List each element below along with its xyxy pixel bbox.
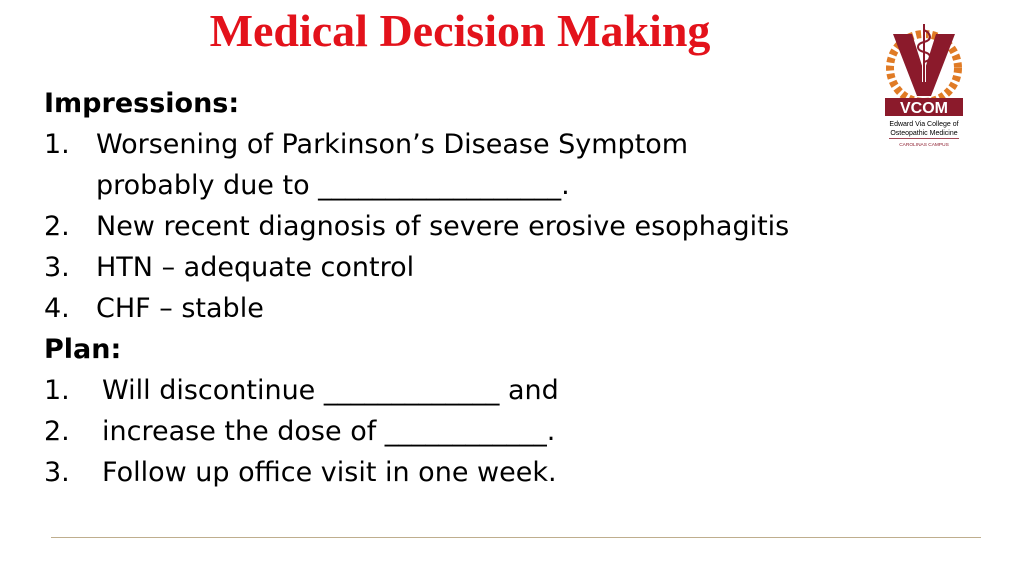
list-number: 3. — [44, 457, 70, 488]
list-text: increase the dose of ____________. — [102, 416, 556, 447]
footer-divider — [51, 537, 981, 538]
impressions-heading: Impressions: — [44, 88, 240, 119]
list-text: CHF – stable — [96, 293, 264, 324]
list-number: 2. — [44, 211, 70, 242]
list-number: 1. — [44, 375, 70, 406]
list-number: 1. — [44, 129, 70, 160]
plan-item-3 — [44, 452, 924, 493]
list-number: 3. — [44, 252, 70, 283]
impression-item-1-continuation: probably due to __________________. — [96, 170, 570, 201]
list-text: Will discontinue _____________ and — [102, 375, 559, 406]
slide-title: Medical Decision Making — [209, 5, 711, 56]
vcom-logo — [879, 20, 969, 152]
list-number: 2. — [44, 416, 70, 447]
list-text: HTN – adequate control — [96, 252, 415, 283]
list-text: Worsening of Parkinson’s Disease Symptom — [96, 129, 689, 160]
impression-item-1 — [44, 124, 924, 165]
list-text: New recent diagnosis of severe erosive esophagitis — [96, 211, 790, 242]
list-number: 4. — [44, 293, 70, 324]
logo-line-1: Edward Via College of — [889, 121, 959, 128]
list-text: Follow up office visit in one week. — [102, 457, 557, 488]
logo-line-2: Osteopathic Medicine — [890, 130, 958, 137]
impression-item-2 — [44, 206, 924, 247]
impression-item-4 — [44, 288, 924, 329]
logo-letters: VCOM — [900, 100, 948, 117]
plan-item-2 — [44, 411, 924, 452]
plan-item-1 — [44, 370, 924, 411]
impression-item-3 — [44, 247, 924, 288]
slide-body — [44, 83, 924, 493]
logo-campus: CAROLINAS CAMPUS — [899, 143, 949, 148]
plan-heading: Plan: — [44, 334, 122, 365]
